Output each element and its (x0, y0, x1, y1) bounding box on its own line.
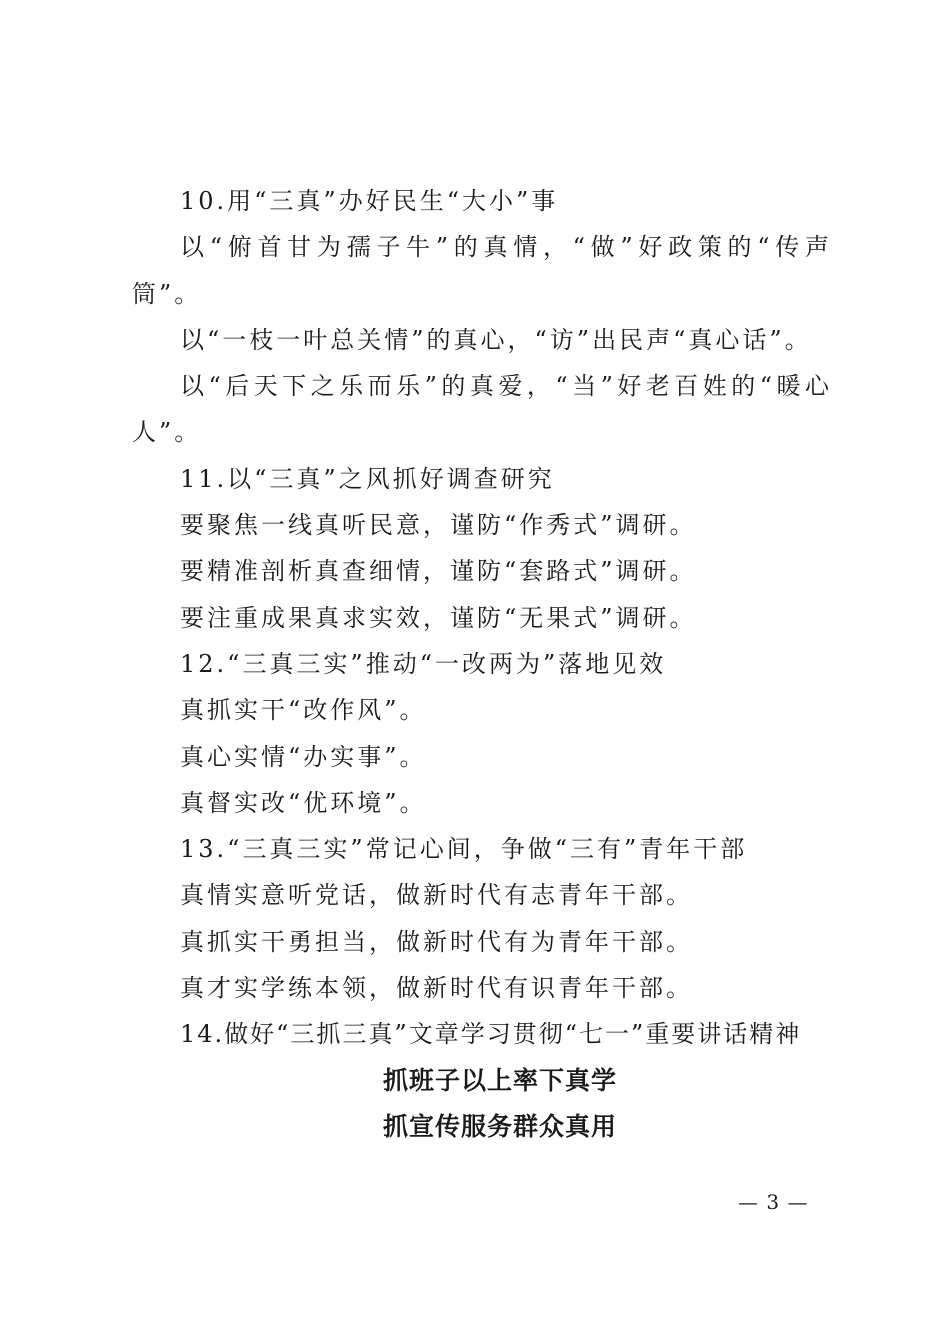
paragraph: 以“一枝一叶总关情”的真心，“访”出民声“真心话”。 (180, 325, 812, 354)
section-heading-10: 10.用“三真”办好民生“大小”事 (180, 187, 559, 215)
subheading-bold: 抓宣传服务群众真用 (382, 1111, 617, 1141)
document-body (132, 178, 832, 1150)
section-heading-11: 11.以“三真”之风抓好调查研究 (180, 464, 555, 493)
section-heading-14: 14.做好“三抓三真”文章学习贯彻“七一”重要讲话精神 (180, 1020, 802, 1049)
paragraph: 真抓实干“改作风”。 (180, 696, 427, 725)
paragraph: 真心实情“办实事”。 (180, 742, 427, 771)
subheading-bold: 抓班子以上率下真学 (382, 1065, 617, 1095)
paragraph: 以“俯首甘为孺子牛”的真情，“做”好政策的“传声筒”。 (132, 233, 832, 308)
paragraph: 要精准剖析真查细情，谨防“套路式”调研。 (180, 557, 697, 586)
paragraph: 要聚焦一线真听民意，谨防“作秀式”调研。 (180, 511, 697, 540)
page-number: — 3 — (738, 1190, 809, 1214)
paragraph: 真督实改“优环境”。 (180, 788, 427, 817)
paragraph: 真才实学练本领，做新时代有识青年干部。 (180, 974, 693, 1003)
paragraph: 以“后天下之乐而乐”的真爱，“当”好老百姓的“暖心人”。 (132, 372, 832, 447)
section-heading-13: 13.“三真三实”常记心间，争做“三有”青年干部 (180, 835, 748, 864)
section-heading-12: 12.“三真三实”推动“一改两为”落地见效 (180, 649, 667, 678)
paragraph: 真抓实干勇担当，做新时代有为青年干部。 (180, 927, 693, 956)
paragraph: 要注重成果真求实效，谨防“无果式”调研。 (180, 603, 697, 632)
paragraph: 真情实意听党话，做新时代有志青年干部。 (180, 881, 693, 910)
